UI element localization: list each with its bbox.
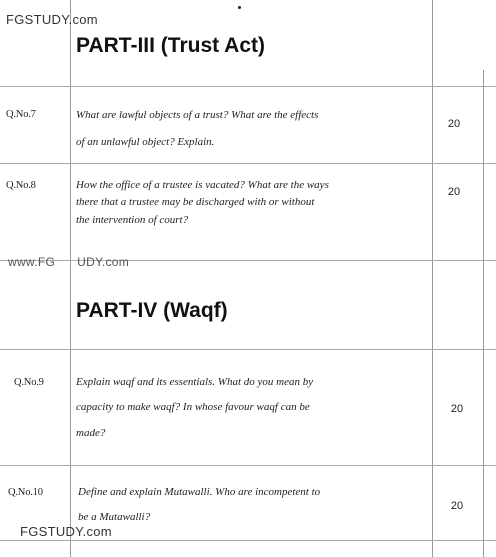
question-marks: 20 <box>450 500 464 512</box>
question-line: What are lawful objects of a trust? What are the effects <box>76 109 319 121</box>
part-title: PART-IV (Waqf) <box>76 299 228 322</box>
part-title: PART-III (Trust Act) <box>76 34 265 57</box>
row-divider <box>0 540 496 541</box>
question-number: Q.No.8 <box>6 180 36 191</box>
row-divider <box>0 86 496 87</box>
watermark-middle-tail: UDY.com <box>77 255 130 269</box>
question-number: Q.No.7 <box>6 109 36 120</box>
question-line: How the office of a trustee is vacated? What are the ways <box>76 179 329 191</box>
question-line: Define and explain Mutawalli. Who are incompetent to <box>78 486 321 498</box>
watermark-middle <box>8 255 129 269</box>
question-marks: 20 <box>450 403 464 415</box>
row-divider <box>0 163 496 164</box>
row-divider <box>0 465 496 466</box>
question-line: there that a trustee may be discharged with or without <box>76 196 315 208</box>
question-line: of an unlawful object? Explain. <box>76 136 215 148</box>
question-line: made? <box>76 427 106 439</box>
column-divider-right <box>432 0 433 557</box>
scan-speck <box>238 6 241 9</box>
question-line: the intervention of court? <box>76 214 189 226</box>
watermark-top: FGSTUDY.com <box>6 12 98 27</box>
watermark-bottom: FGSTUDY.com <box>20 524 112 539</box>
row-divider <box>0 349 496 350</box>
question-marks: 20 <box>447 118 461 130</box>
question-line: Explain waqf and its essentials. What do you mean by <box>76 376 314 388</box>
question-number: Q.No.10 <box>8 487 43 498</box>
question-marks: 20 <box>447 186 461 198</box>
column-divider-left <box>70 0 71 557</box>
column-divider-edge <box>483 70 484 557</box>
watermark-middle-head: www.FG <box>8 255 56 269</box>
question-line: be a Mutawalli? <box>78 511 151 523</box>
question-line: capacity to make waqf? In whose favour waqf can be <box>76 401 310 413</box>
question-number: Q.No.9 <box>14 377 44 388</box>
